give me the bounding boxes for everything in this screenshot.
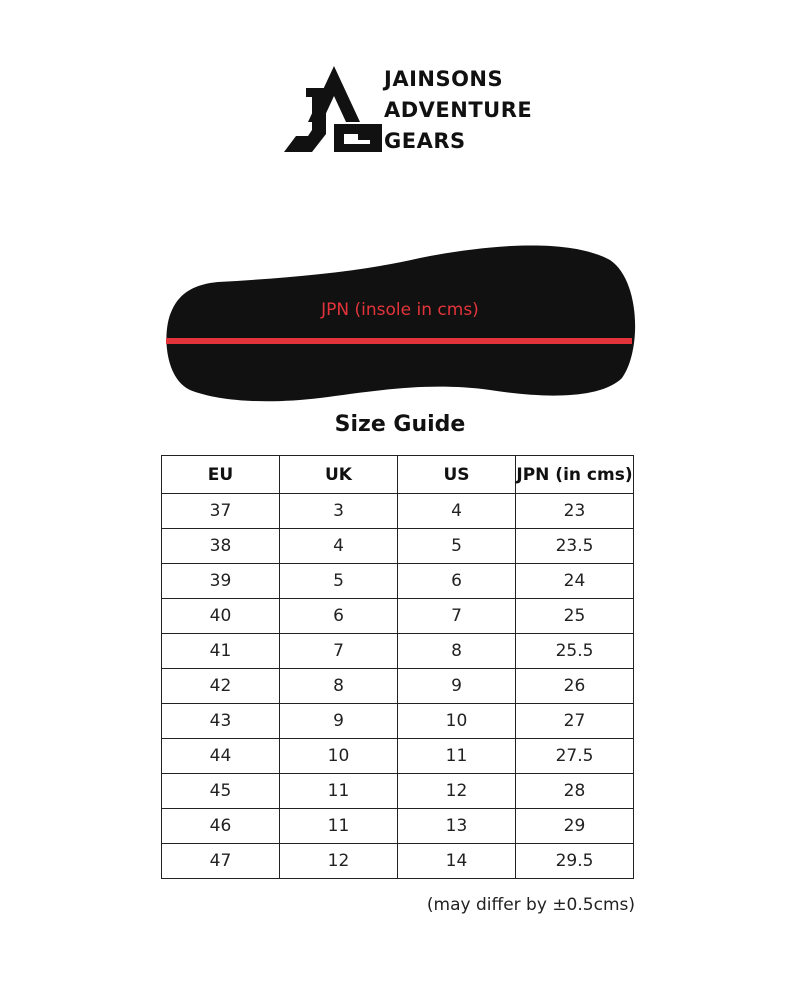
cell-eu: 42 [162,669,280,704]
header-eu: EU [162,456,280,494]
cell-jpn: 24 [516,564,634,599]
cell-us: 13 [398,809,516,844]
table-row [162,564,634,599]
cell-us: 5 [398,529,516,564]
size-table [161,455,634,879]
cell-eu: 46 [162,809,280,844]
cell-jpn: 29 [516,809,634,844]
brand-logo [282,64,532,156]
cell-jpn: 28 [516,774,634,809]
brand-line-2: ADVENTURE [384,98,533,122]
cell-jpn: 27 [516,704,634,739]
cell-us: 7 [398,599,516,634]
insole-label: JPN (insole in cms) [321,300,479,320]
cell-us: 9 [398,669,516,704]
cell-uk: 11 [280,774,398,809]
header-us: US [398,456,516,494]
table-row [162,529,634,564]
cell-us: 14 [398,844,516,879]
cell-jpn: 27.5 [516,739,634,774]
cell-eu: 43 [162,704,280,739]
cell-uk: 9 [280,704,398,739]
cell-uk: 4 [280,529,398,564]
brand-line-1: JAINSONS [384,67,504,91]
cell-eu: 38 [162,529,280,564]
cell-eu: 44 [162,739,280,774]
table-row [162,809,634,844]
cell-uk: 8 [280,669,398,704]
cell-us: 8 [398,634,516,669]
cell-uk: 12 [280,844,398,879]
insole-shape [166,245,635,401]
cell-uk: 10 [280,739,398,774]
table-row [162,494,634,529]
cell-jpn: 25 [516,599,634,634]
cell-us: 6 [398,564,516,599]
cell-uk: 3 [280,494,398,529]
cell-uk: 5 [280,564,398,599]
cell-us: 4 [398,494,516,529]
cell-us: 12 [398,774,516,809]
cell-eu: 45 [162,774,280,809]
brand-name [384,64,532,157]
table-row [162,599,634,634]
table-row [162,774,634,809]
cell-eu: 39 [162,564,280,599]
cell-eu: 47 [162,844,280,879]
table-row [162,739,634,774]
cell-us: 10 [398,704,516,739]
table-row [162,669,634,704]
table-row [162,634,634,669]
cell-us: 11 [398,739,516,774]
brand-line-3: GEARS [384,129,466,153]
cell-uk: 11 [280,809,398,844]
cell-eu: 41 [162,634,280,669]
cell-eu: 40 [162,599,280,634]
table-row [162,704,634,739]
cell-jpn: 29.5 [516,844,634,879]
header-jpn: JPN (in cms) [516,456,634,494]
jag-monogram-icon [282,64,382,156]
cell-jpn: 26 [516,669,634,704]
insole-illustration [160,240,640,405]
cell-uk: 6 [280,599,398,634]
cell-jpn: 25.5 [516,634,634,669]
table-header-row [162,456,634,494]
table-row [162,844,634,879]
header-uk: UK [280,456,398,494]
cell-jpn: 23 [516,494,634,529]
cell-eu: 37 [162,494,280,529]
cell-jpn: 23.5 [516,529,634,564]
size-guide-title: Size Guide [334,412,466,437]
cell-uk: 7 [280,634,398,669]
size-variance-note: (may differ by ±0.5cms) [426,895,635,915]
